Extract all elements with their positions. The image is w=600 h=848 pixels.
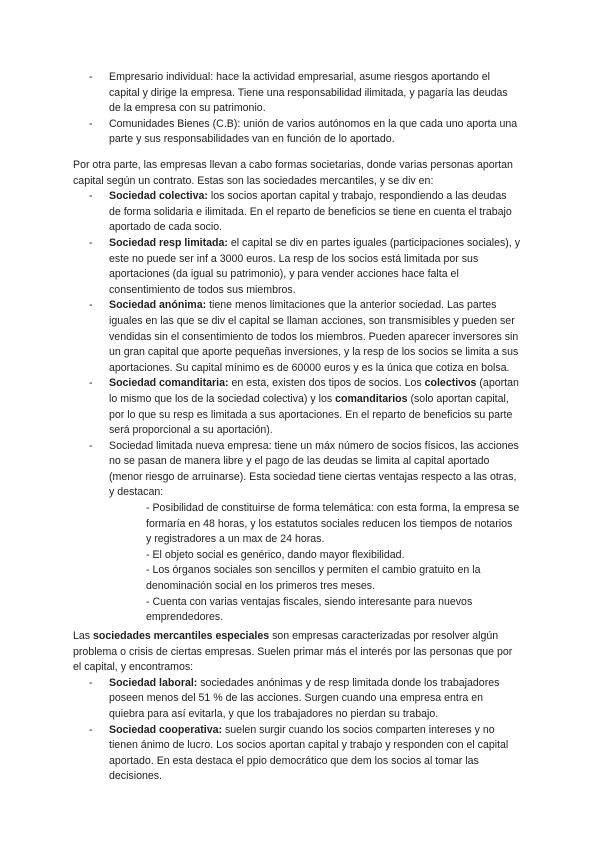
list-item-text: el capital se div en partes iguales (participaciones sociales), y este no puede ser inf a 3000 euros. La resp de los socios está limitada por sus aportaciones (da igual su patrimonio), y para vender acciones hace falta el consentimiento de todos sus miembros. [109,236,520,296]
list-dash: - [89,299,93,312]
list-dash: - [89,377,93,390]
term-label: Sociedad colectiva: [109,190,208,203]
top-list [0,70,600,148]
list-dash: - [89,676,93,689]
list-item [0,298,600,376]
intro-text: son empresas caracterizadas por resolver algún problema o crisis de ciertas empresas. Suelen primar más el interés por las personas que por el capital, y encontramos: [73,630,513,674]
list-item [0,439,600,501]
list-item [0,723,600,785]
societarias-section [0,158,600,626]
term-comanditarios: comanditarios [335,392,408,405]
term-label: Sociedad laboral: [109,676,198,689]
list-item-text: Empresario individual: hace la actividad empresarial, asume riesgos aportando el capital y dirige la empresa. Tiene una responsabilidad ilimitada, y pagaría las deudas de la empresa con su patrimonio. [109,71,508,115]
list-item-text: Comunidades Bienes (C.B): unión de varios autónomos en la que cada uno aporta una parte y sus responsabilidades van en función de lo aportado. [109,117,518,146]
list-item-text: Sociedad limitada nueva empresa: tiene un máx número de socios físicos, las acciones no se pasan de manera libre y el pago de las deudas se limita al capital aportado (menor riesgo de arruinarse). Esta sociedad tiene ciertas ventajas respecto a las otras, y destacan: [109,439,519,499]
sub-item: - El objeto social es genérico, dando mayor flexibilidad. [146,548,405,561]
list-item-text: los socios aportan capital y trabajo, respondiendo a las deudas de forma solidaria e ilimitada. En el reparto de beneficios se tiene en cuenta el trabajo aportado de cada socio. [109,190,512,234]
intro-paragraph: Por otra parte, las empresas llevan a cabo formas societarias, donde varias personas aportan capital según un contrato. Estas son las sociedades mercantiles, y se div en: [73,159,513,187]
list-dash: - [89,190,93,203]
especiales-section [0,629,600,785]
list-item [0,117,600,148]
list-item-text: en esta, existen dos tipos de socios. Los [228,377,425,390]
term-label: Sociedad resp limitada: [109,236,228,249]
list-item-text: suelen surgir cuando los socios comparten intereses y no tienen ánimo de lucro. Los socios aportan capital y trabajo y responden con el capital aportado. En esta destaca el ppio democrático que dem los socios al tomar las decisiones. [109,723,509,783]
list-item-text: (solo aportan capital, por lo que su resp es limitada a sus aportaciones. En el reparto de beneficios su parte será proporcional a su aportación). [109,392,513,437]
sub-item: - Posibilidad de constituirse de forma telemática: con esta forma, la empresa se formaría en 48 horas, y los estatutos sociales reducen los tiempos de notarios y registradores a un max de 24 horas. [146,502,520,546]
sub-item: - Cuenta con varias ventajas fiscales, siendo interesante para nuevos emprendedores. [146,595,473,624]
list-item-text: sociedades anónimas y de resp limitada donde los trabajadores poseen menos del 51 % de las acciones. Surgen cuando una empresa entra en quiebra para así evitarla, y que los trabajadores no pierdan su trabajo. [109,676,500,720]
term-label: Sociedad anónima: [109,299,207,312]
list-item [0,236,600,298]
list-item-text: tiene menos limitaciones que la anterior sociedad. Las partes iguales en las que se div el capital se llaman acciones, son transmisibles y pueden ser vendidas sin el consentimiento de todos los miembros. Pueden aparecer inversores sin un gran capital que aporte pequeñas inversiones, y la resp de los socios se limita a sus aportaciones. Su capital mínimo es de 60000 euros y es la única que cotiza en bolsa. [109,299,519,374]
term-especiales: sociedades mercantiles especiales [93,630,270,642]
list-item-text: (aportan lo mismo que los de la sociedad colectiva) y los [109,377,519,405]
term-label: Sociedad comanditaria: [109,377,229,390]
list-item [0,676,600,723]
list-dash: - [89,236,93,249]
intro-text: Las [73,630,94,642]
list-item [0,376,600,438]
term-label: Sociedad cooperativa: [109,723,223,736]
especiales-intro [0,629,600,676]
list-dash: - [89,439,93,452]
list-item [0,189,600,236]
list-dash: - [89,723,93,736]
list-dash: - [89,117,93,130]
sub-item: - Los órganos sociales son sencillos y permiten el cambio gratuito en la denominación social en los primeros tres meses. [146,564,481,593]
term-colectivos: colectivos [424,377,477,390]
list-item [0,70,600,117]
list-dash: - [89,71,93,83]
